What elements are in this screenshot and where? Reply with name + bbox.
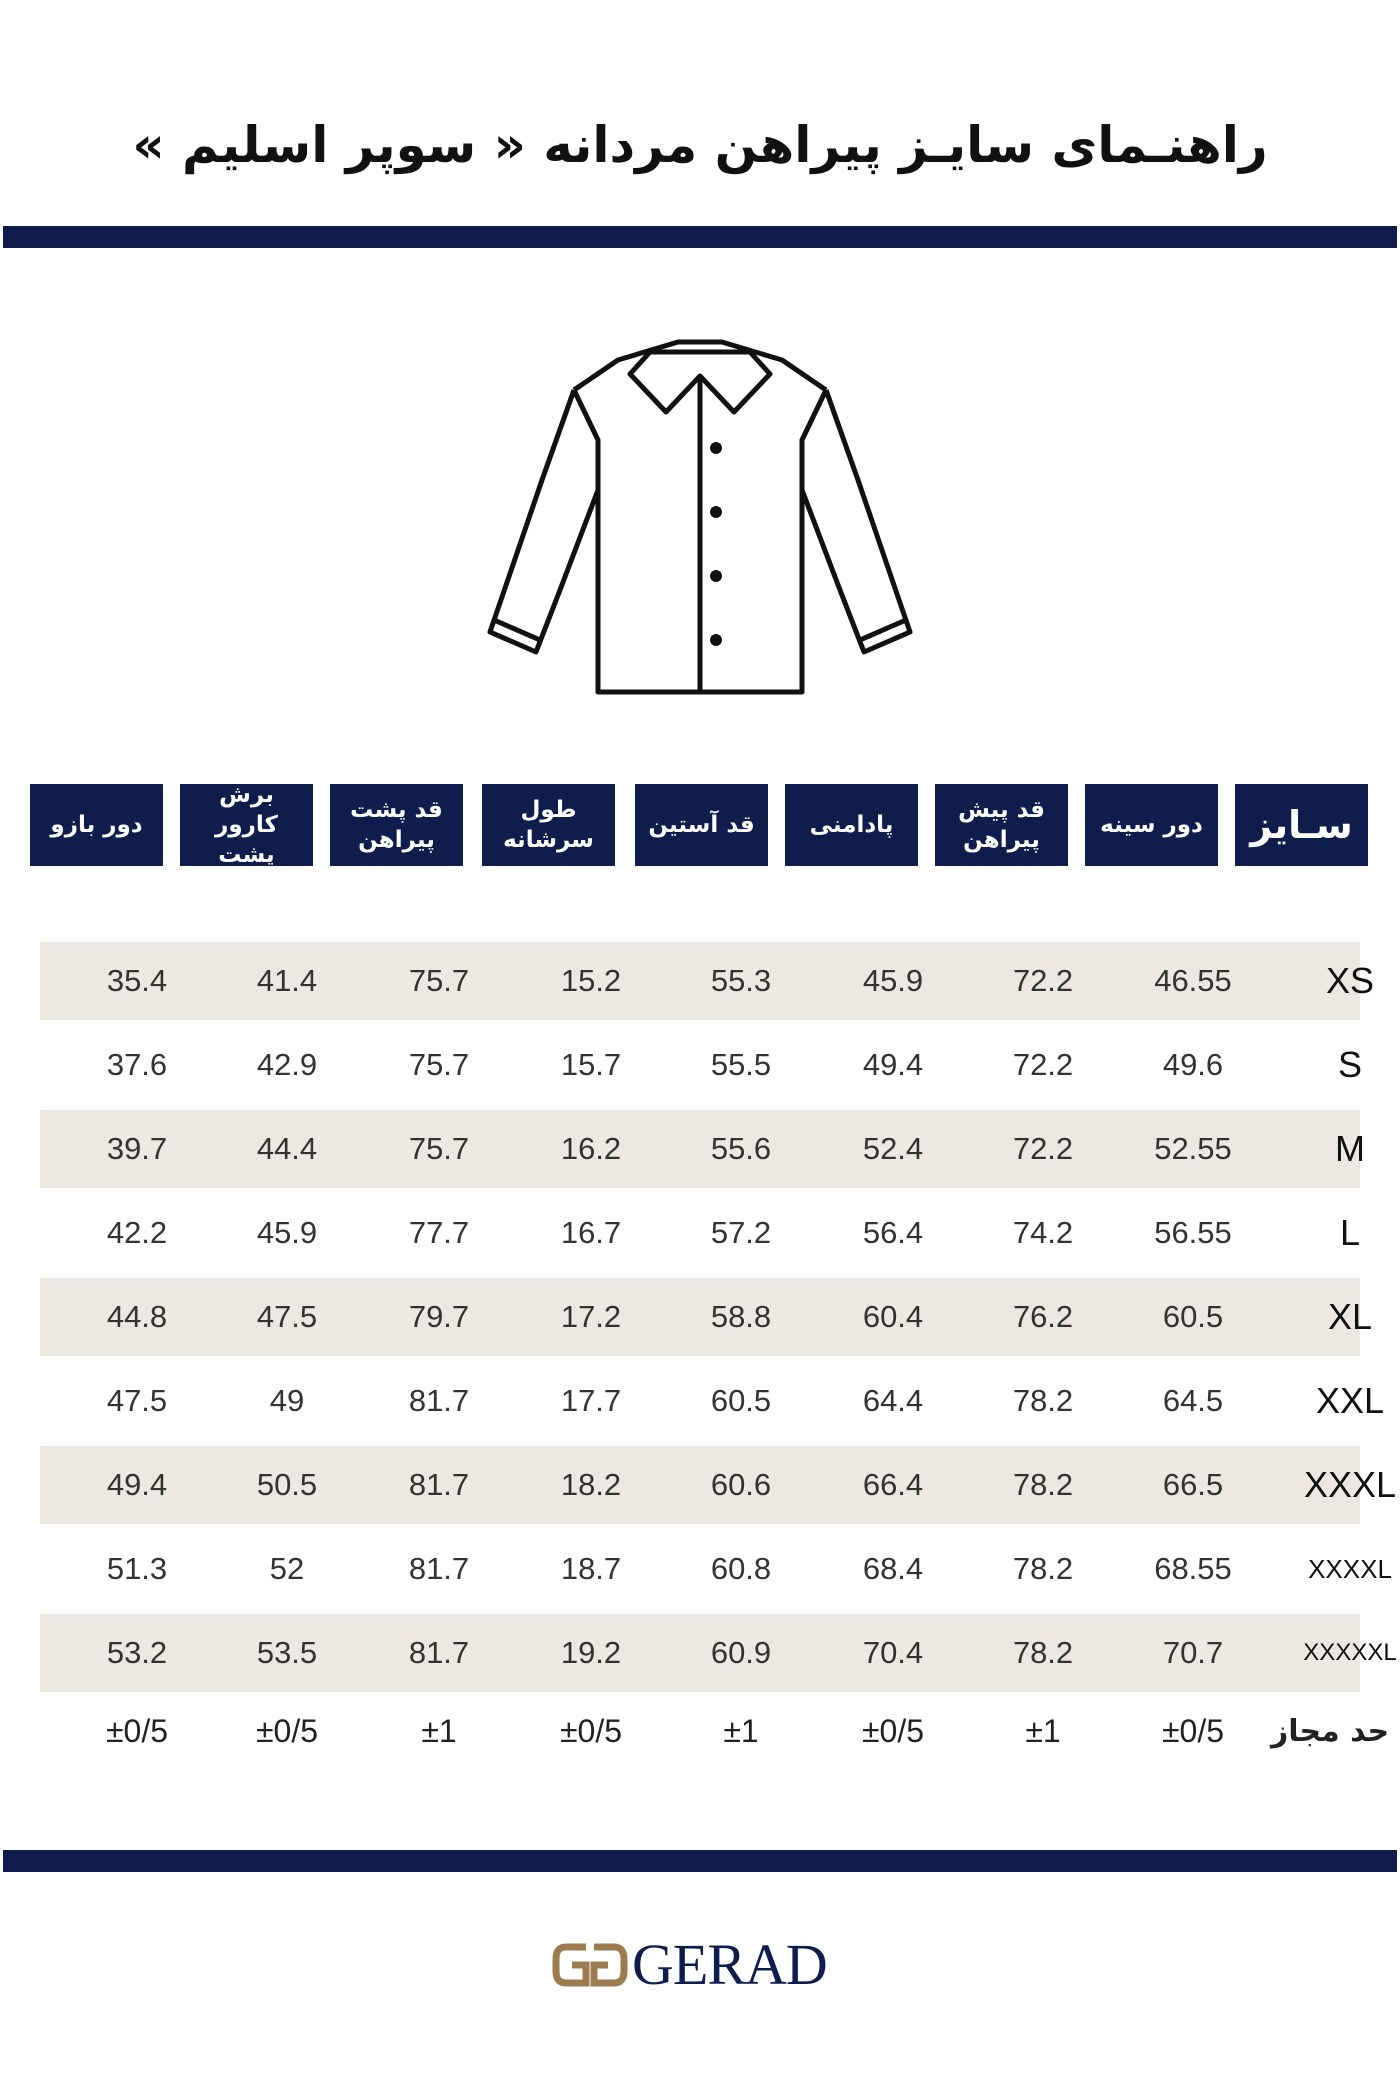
table-cell: 55.3	[710, 963, 772, 998]
table-cell: 66.5	[1162, 1467, 1224, 1502]
table-cell: 46.55	[1154, 963, 1232, 998]
table-cell: 50.5	[256, 1467, 318, 1502]
table-cell: 42.9	[256, 1047, 318, 1082]
table-cell: 81.7	[408, 1635, 470, 1670]
tolerance-value: ±0/5	[861, 1712, 925, 1749]
header-back-yoke: برش کارور پشت	[180, 784, 313, 866]
table-cell: 70.4	[862, 1635, 924, 1670]
table-cell: 78.2	[1012, 1635, 1074, 1670]
table-cell: 75.7	[408, 1047, 470, 1082]
table-cell: 72.2	[1012, 963, 1074, 998]
table-row	[40, 1110, 1365, 1188]
table-cell: 53.5	[256, 1635, 318, 1670]
table-cell: 55.5	[710, 1047, 772, 1082]
table-cell: 81.7	[408, 1383, 470, 1418]
table-cell: 17.7	[560, 1383, 622, 1418]
table-cell: 72.2	[1012, 1131, 1074, 1166]
size-label: XXXXL	[1308, 1553, 1392, 1584]
header-front-length: قد پیش پیراهن	[935, 784, 1068, 866]
shirt-icon	[480, 330, 920, 700]
brand-name: GERAD	[632, 1932, 827, 1997]
table-cell: 52.55	[1154, 1131, 1232, 1166]
size-label: M	[1335, 1128, 1365, 1169]
table-cell: 51.3	[106, 1551, 168, 1586]
table-cell: 39.7	[106, 1131, 168, 1166]
page-title: راهنـمای سایـز پیراهن مردانه « سوپر اسلیم »	[132, 116, 1268, 174]
table-cell: 75.7	[408, 1131, 470, 1166]
table-cell: 56.4	[862, 1215, 924, 1250]
table-cell: 53.2	[106, 1635, 168, 1670]
header-shoulder: طول سرشانه	[482, 784, 615, 866]
tolerance-value: ±0/5	[105, 1712, 169, 1749]
table-cell: 49.4	[106, 1467, 168, 1502]
table-cell: 70.7	[1162, 1635, 1224, 1670]
table-cell: 78.2	[1012, 1383, 1074, 1418]
size-label: XXL	[1315, 1380, 1385, 1421]
table-cell: 74.2	[1012, 1215, 1074, 1250]
table-cell: 49.4	[862, 1047, 924, 1082]
size-label: L	[1339, 1212, 1361, 1253]
table-cell: 45.9	[862, 963, 924, 998]
table-cell: 81.7	[408, 1551, 470, 1586]
table-cell: 35.4	[106, 963, 168, 998]
table-cell: 44.8	[106, 1299, 168, 1334]
table-header	[30, 784, 1368, 866]
table-cell: 60.9	[710, 1635, 772, 1670]
header-back-length: قد پشت پیراهن	[330, 784, 463, 866]
tolerance-value: ±1	[1025, 1712, 1061, 1749]
table-cell: 81.7	[408, 1467, 470, 1502]
table-cell: 64.4	[862, 1383, 924, 1418]
size-label: XXXL	[1303, 1464, 1397, 1505]
size-label: XS	[1325, 960, 1375, 1001]
table-cell: 72.2	[1012, 1047, 1074, 1082]
table-cell: 49	[269, 1383, 305, 1418]
tolerance-value: ±1	[421, 1712, 457, 1749]
table-cell: 55.6	[710, 1131, 772, 1166]
header-size: سـایز	[1235, 784, 1368, 866]
table-cell: 66.4	[862, 1467, 924, 1502]
table-cell: 16.2	[560, 1131, 622, 1166]
table-cell: 78.2	[1012, 1551, 1074, 1586]
size-label: XL	[1327, 1296, 1373, 1337]
table-cell: 15.7	[560, 1047, 622, 1082]
size-label: S	[1337, 1044, 1362, 1085]
table-row	[40, 1026, 1360, 1104]
table-cell: 37.6	[106, 1047, 168, 1082]
table-cell: 49.6	[1162, 1047, 1224, 1082]
table-cell: 47.5	[256, 1299, 318, 1334]
table-cell: 68.4	[862, 1551, 924, 1586]
table-cell: 78.2	[1012, 1467, 1074, 1502]
table-cell: 77.7	[408, 1215, 470, 1250]
table-cell: 60.5	[1162, 1299, 1224, 1334]
table-cell: 47.5	[106, 1383, 168, 1418]
table-row	[40, 1614, 1397, 1692]
header-bicep: دور بازو	[30, 784, 163, 866]
table-cell: 60.6	[710, 1467, 772, 1502]
table-cell: 60.8	[710, 1551, 772, 1586]
tolerance-value: ±0/5	[559, 1712, 623, 1749]
table-cell: 19.2	[560, 1635, 622, 1670]
gerad-logo-icon	[552, 1939, 628, 1991]
brand-logo	[552, 1932, 827, 1997]
table-cell: 79.7	[408, 1299, 470, 1334]
table-cell: 52.4	[862, 1131, 924, 1166]
tolerance-value: ±0/5	[1161, 1712, 1225, 1749]
table-cell: 58.8	[710, 1299, 772, 1334]
table-cell: 18.7	[560, 1551, 622, 1586]
top-divider	[3, 226, 1397, 248]
table-cell: 15.2	[560, 963, 622, 998]
table-cell: 42.2	[106, 1215, 168, 1250]
bottom-divider	[3, 1850, 1397, 1872]
tolerance-row	[40, 1692, 1390, 1770]
table-cell: 52	[269, 1551, 305, 1586]
table-cell: 57.2	[710, 1215, 772, 1250]
table-cell: 76.2	[1012, 1299, 1074, 1334]
header-hem: پادامنی	[785, 784, 918, 866]
table-row	[40, 1530, 1392, 1608]
table-cell: 75.7	[408, 963, 470, 998]
table-cell: 45.9	[256, 1215, 318, 1250]
table-cell: 60.4	[862, 1299, 924, 1334]
table-cell: 64.5	[1162, 1383, 1224, 1418]
table-cell: 60.5	[710, 1383, 772, 1418]
table-cell: 16.7	[560, 1215, 622, 1250]
tolerance-value: ±0/5	[255, 1712, 319, 1749]
header-sleeve-length: قد آستین	[635, 784, 768, 866]
tolerance-label: حد مجاز	[1270, 1713, 1390, 1749]
table-cell: 44.4	[256, 1131, 318, 1166]
table-cell: 41.4	[256, 963, 318, 998]
table-row	[40, 1446, 1397, 1524]
table-row	[40, 1278, 1373, 1356]
table-row	[40, 1362, 1385, 1440]
table-cell: 17.2	[560, 1299, 622, 1334]
table-cell: 56.55	[1154, 1215, 1232, 1250]
size-label: XXXXXL	[1303, 1639, 1397, 1666]
table-row	[40, 1194, 1360, 1272]
table-row	[40, 942, 1375, 1020]
tolerance-value: ±1	[723, 1712, 759, 1749]
header-chest: دور سینه	[1085, 784, 1218, 866]
table-cell: 68.55	[1154, 1551, 1232, 1586]
table-cell: 18.2	[560, 1467, 622, 1502]
